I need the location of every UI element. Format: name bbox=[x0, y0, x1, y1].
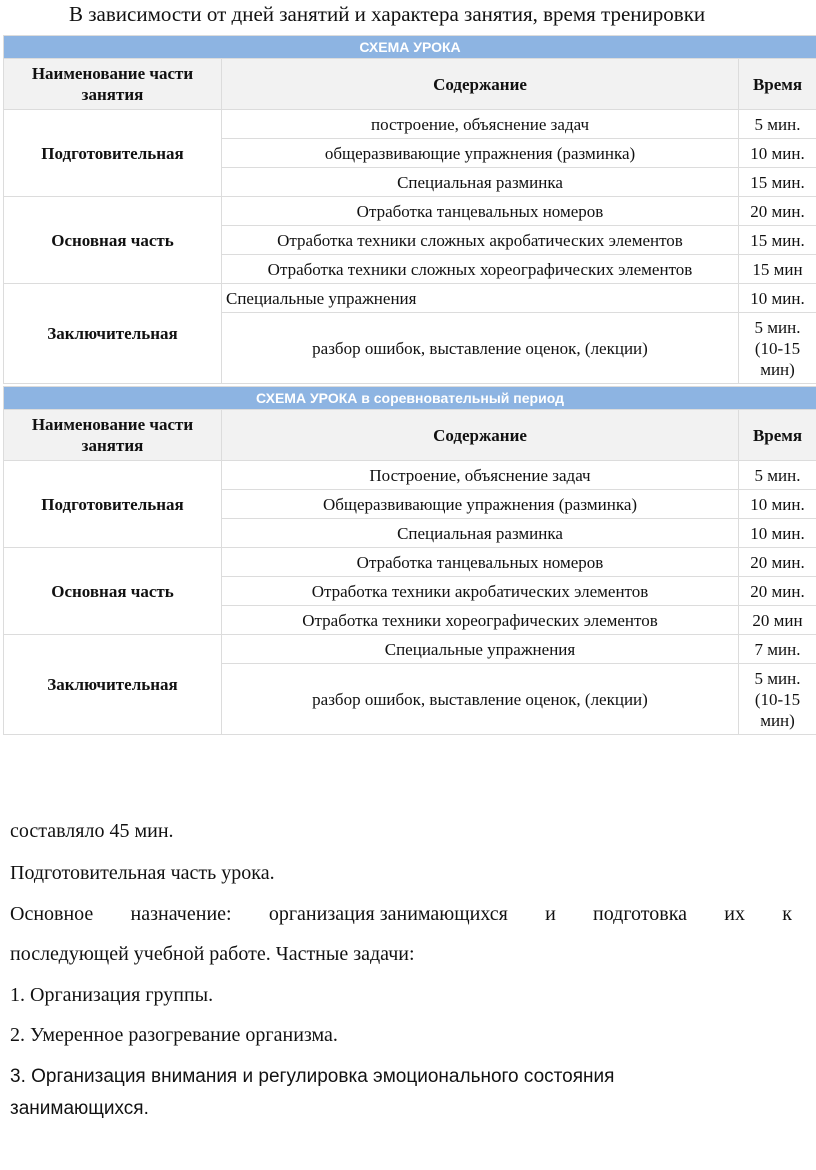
time-cell: 5 мин. bbox=[739, 110, 816, 139]
word: их bbox=[724, 903, 745, 925]
time-cell: 10 мин. bbox=[739, 519, 816, 548]
time-cell: 20 мин. bbox=[739, 577, 816, 606]
time-cell: 5 мин. (10-15 мин) bbox=[739, 313, 816, 384]
word: Основное bbox=[10, 903, 94, 925]
time-cell: 15 мин bbox=[739, 255, 816, 284]
content-cell: Отработка техники акробатических элементов bbox=[222, 577, 739, 606]
time-cell: 10 мин. bbox=[739, 139, 816, 168]
task-item-3-cont: занимающихся. bbox=[10, 1098, 149, 1119]
content-cell: построение, объяснение задач bbox=[222, 110, 739, 139]
task-item-1: 1. Организация группы. bbox=[10, 984, 214, 1006]
paragraph-duration: составляло 45 мин. bbox=[10, 820, 174, 842]
content-cell: Специальная разминка bbox=[222, 168, 739, 197]
time-cell: 5 мин. (10-15 мин) bbox=[739, 664, 816, 735]
task-item-3: 3. Организация внимания и регулировка эмоционального состояния bbox=[10, 1066, 615, 1087]
paragraph-prep-part: Подготовительная часть урока. bbox=[10, 862, 275, 884]
header-time: Время bbox=[739, 59, 816, 110]
header-content: Содержание bbox=[222, 410, 739, 461]
paragraph-purpose-line bbox=[10, 903, 792, 926]
content-cell: Отработка техники хореографических элементов bbox=[222, 606, 739, 635]
content-cell: Отработка танцевальных номеров bbox=[222, 197, 739, 226]
time-cell: 15 мин. bbox=[739, 168, 816, 197]
paragraph-purpose-end: последующей учебной работе. Частные задачи: bbox=[10, 943, 415, 965]
part-cell: Подготовительная bbox=[4, 110, 222, 197]
word: подготовка bbox=[593, 903, 688, 925]
content-cell: Общеразвивающие упражнения (разминка) bbox=[222, 490, 739, 519]
time-cell: 15 мин. bbox=[739, 226, 816, 255]
part-cell: Заключительная bbox=[4, 635, 222, 735]
word: и bbox=[545, 903, 556, 925]
time-cell: 7 мин. bbox=[739, 635, 816, 664]
content-cell: Отработка техники сложных акробатических элементов bbox=[222, 226, 739, 255]
time-cell: 10 мин. bbox=[739, 490, 816, 519]
time-cell: 10 мин. bbox=[739, 284, 816, 313]
table-band-title: СХЕМА УРОКА bbox=[4, 36, 816, 59]
time-cell: 20 мин bbox=[739, 606, 816, 635]
part-cell: Основная часть bbox=[4, 548, 222, 635]
part-cell: Основная часть bbox=[4, 197, 222, 284]
content-cell: разбор ошибок, выставление оценок, (лекции) bbox=[222, 313, 739, 384]
word: к bbox=[782, 903, 792, 925]
intro-line: В зависимости от дней занятий и характера занятия, время тренировки bbox=[69, 2, 706, 26]
header-content: Содержание bbox=[222, 59, 739, 110]
content-cell: Отработка техники сложных хореографических элементов bbox=[222, 255, 739, 284]
task-item-2: 2. Умеренное разогревание организма. bbox=[10, 1024, 338, 1046]
header-part: Наименование части занятия bbox=[4, 410, 222, 461]
table-band-title: СХЕМА УРОКА в соревновательный период bbox=[4, 387, 816, 410]
time-cell: 20 мин. bbox=[739, 548, 816, 577]
header-part: Наименование части занятия bbox=[4, 59, 222, 110]
time-cell: 20 мин. bbox=[739, 197, 816, 226]
content-cell: Специальные упражнения bbox=[222, 635, 739, 664]
part-cell: Заключительная bbox=[4, 284, 222, 384]
competition-lesson-scheme-table bbox=[3, 386, 816, 735]
lesson-scheme-table bbox=[3, 35, 816, 384]
content-cell: Отработка танцевальных номеров bbox=[222, 548, 739, 577]
time-cell: 5 мин. bbox=[739, 461, 816, 490]
content-cell: разбор ошибок, выставление оценок, (лекции) bbox=[222, 664, 739, 735]
content-cell: общеразвивающие упражнения (разминка) bbox=[222, 139, 739, 168]
word: организация занимающихся bbox=[268, 903, 508, 925]
word: назначение: bbox=[130, 903, 232, 925]
header-time: Время bbox=[739, 410, 816, 461]
part-cell: Подготовительная bbox=[4, 461, 222, 548]
content-cell: Построение, объяснение задач bbox=[222, 461, 739, 490]
content-cell: Специальная разминка bbox=[222, 519, 739, 548]
content-cell: Специальные упражнения bbox=[222, 284, 739, 313]
